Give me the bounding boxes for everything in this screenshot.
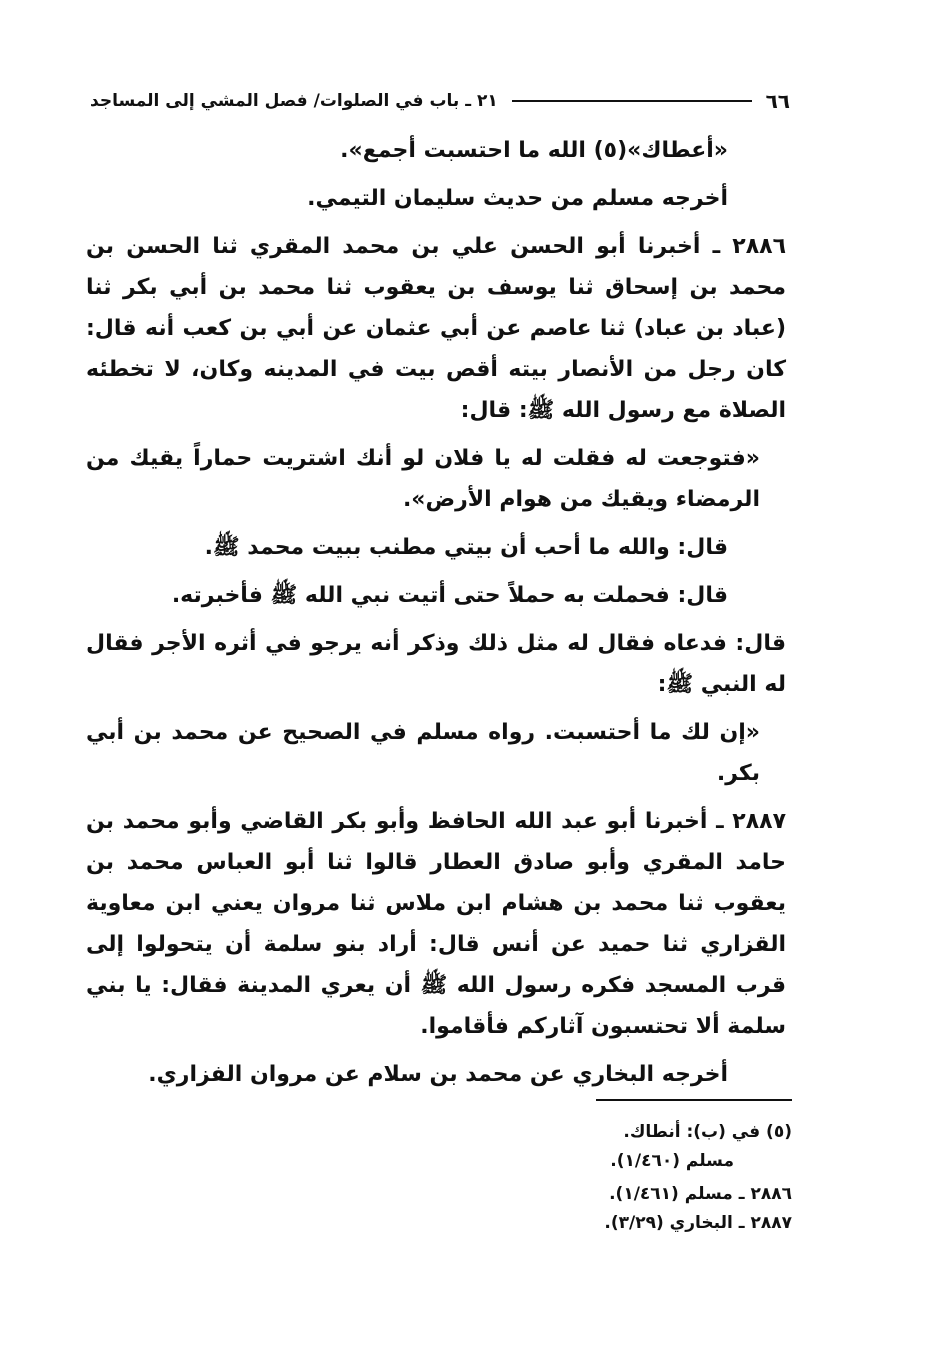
paragraph-hadith-2886: ٢٨٨٦ ـ أخبرنا أبو الحسن علي بن محمد المقري ثنا الحسن بن محمد بن إسحاق ثنا يوسف بن يعقوب ثنا محمد بن أبي بكر ثنا (عباد بن عباد) ثنا عاصم عن أبي عثمان عن أبي بن كعب أنه قال: كان رجل من الأنصار بيته أقص بيت في المدينه وكان، لا تخطئه الصلاة مع رسول الله ﷺ: قال: [86,234,786,423]
footnote-rule [596,1099,792,1101]
page-header [90,86,790,116]
paragraph-takhrij-2: أخرجه البخاري عن محمد بن سلام عن مروان الفزاري. [148,1062,728,1087]
running-head: ٢١ ـ باب في الصلوات/ فصل المشي إلى المساجد [90,91,498,111]
page-number: ٦٦ [765,89,790,113]
paragraph-quote-1: «فتوجعت له فقلت له يا فلان لو أنك اشتريت حماراً يقيك من الرمضاء ويقيك من هوام الأرض». [86,446,760,512]
paragraph-takhrij-1: أخرجه مسلم من حديث سليمان التيمي. [307,186,728,211]
paragraph-qala-1: قال: والله ما أحب أن بيتي مطنب ببيت محمد ﷺ. [204,535,728,560]
footnotes [400,1118,792,1238]
main-text [86,130,786,1102]
paragraph-hadith-2887: ٢٨٨٧ ـ أخبرنا أبو عبد الله الحافظ وأبو بكر القاضي وأبو محمد بن حامد المقري وأبو صادق العطار قالوا ثنا أبو العباس محمد بن يعقوب ثنا محمد بن هشام ابن ملاس ثنا مروان يعني ابن معاوية القزاري ثنا حميد عن أنس قال: أراد بنو سلمة أن يتحولوا إلى قرب المسجد فكره رسول الله ﷺ أن يعري المدينة فقال: يا بني سلمة ألا تحتسبون آثاركم فأقاموا. [86,809,786,1039]
footnote-2886: ٢٨٨٦ ـ مسلم (١/٤٦١). [609,1184,792,1204]
header-rule [512,100,752,102]
footnote-2887: ٢٨٨٧ ـ البخاري (٣/٢٩). [604,1213,792,1233]
paragraph-qala-2: قال: فحملت به حملاً حتى أتيت نبي الله ﷺ فأخبرته. [171,583,728,608]
paragraph-qala-3: قال: فدعاه فقال له مثل ذلك وذكر أنه يرجو في أثره الأجر فقال له النبي ﷺ: [86,631,786,697]
paragraph-quote-end: «أعطاك»(٥) الله ما احتسبت أجمع». [340,138,728,163]
paragraph-quote-2: «إن لك ما أحتسبت. رواه مسلم في الصحيح عن محمد بن أبي بكر. [86,720,760,786]
footnote-5: (٥) في (ب): أنطاك. [623,1122,792,1142]
footnote-muslim-460: مسلم (١/٤٦٠). [610,1151,734,1171]
